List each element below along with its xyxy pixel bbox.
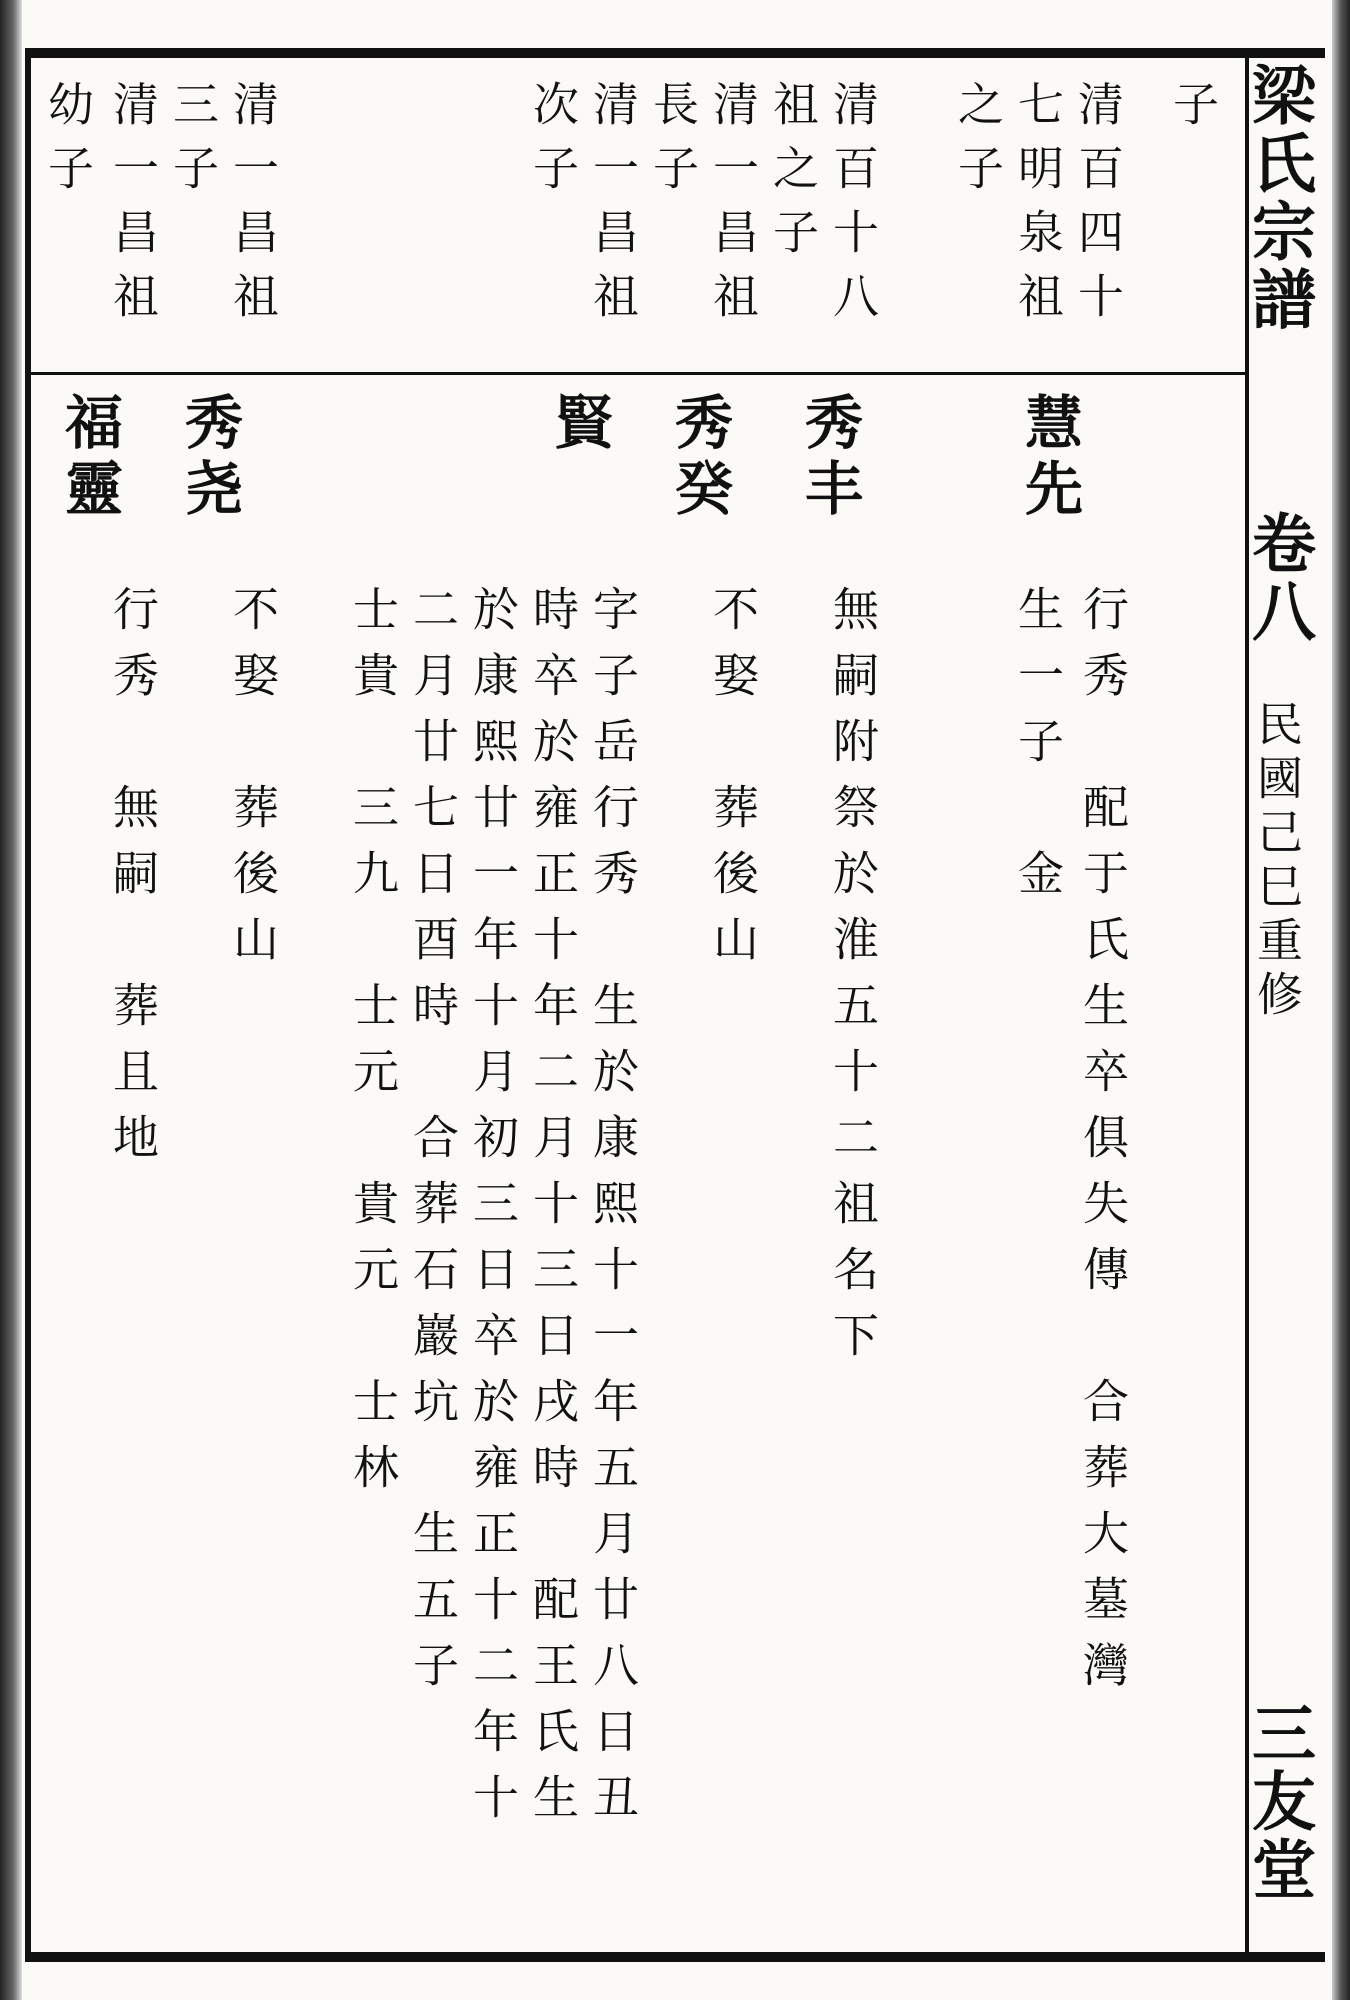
entry-line: 於康熙廿一年十月初三日卒於雍正十二年十 — [466, 585, 520, 1839]
margin-volume: 卷八 — [1241, 510, 1316, 646]
upper-text: 清一昌祖 — [706, 80, 760, 336]
entry-line: 不娶 葬後山 — [226, 585, 280, 981]
upper-text: 七明泉祖 — [1011, 80, 1065, 336]
upper-text: 次子 — [526, 80, 580, 208]
margin-title: 梁氏宗譜 — [1241, 62, 1316, 334]
entry-line: 行秀 配于氏生卒俱失傳 合葬大墓灣 — [1076, 585, 1130, 1707]
entry-line: 時卒於雍正十年二月十三日戌時 配王氏生 — [526, 585, 580, 1839]
upper-text: 清一昌祖 — [586, 80, 640, 336]
upper-text: 祖之子 — [766, 80, 820, 272]
scan-edge-right — [1332, 0, 1350, 2000]
entry-name: 慧先 — [1015, 392, 1083, 524]
scan-edge-left — [0, 0, 22, 2000]
entry-line: 士貴 三九 士元 貴元 士林 — [346, 585, 400, 1509]
entry-line: 不娶 葬後山 — [706, 585, 760, 981]
upper-text: 幼子 — [41, 80, 95, 208]
entry-name: 秀丰 — [795, 392, 863, 524]
entry-name: 秀癸 — [665, 392, 733, 524]
entry-name: 賢 — [545, 392, 613, 458]
upper-text: 清一昌祖 — [226, 80, 280, 336]
upper-text: 清百四十 — [1071, 80, 1125, 336]
entry-name: 福靈 — [55, 392, 123, 524]
entry-line: 二月廿七日酉時 合葬石巖坑 生五子 — [406, 585, 460, 1707]
entry-name: 秀尧 — [175, 392, 243, 524]
entry-line: 生一子 金 — [1011, 585, 1065, 915]
register-divider — [25, 372, 1245, 375]
upper-text: 之子 — [951, 80, 1005, 208]
upper-text: 清一昌祖 — [106, 80, 160, 336]
upper-text: 子 — [1166, 80, 1220, 144]
margin-edition: 民國己巳重修 — [1250, 700, 1304, 1024]
upper-text: 長子 — [646, 80, 700, 208]
entry-line: 行秀 無嗣 葬且地 — [106, 585, 160, 1179]
bottom-border — [25, 1952, 1325, 1962]
entry-line: 字子岳行秀 生於康熙十一年五月廿八日丑 — [586, 585, 640, 1839]
margin-divider — [1245, 48, 1249, 1962]
margin-hall: 三友堂 — [1241, 1700, 1316, 1904]
left-border — [25, 48, 31, 1962]
upper-text: 清百十八 — [826, 80, 880, 336]
top-border — [25, 48, 1325, 58]
entry-line: 無嗣附祭於淮五十二祖名下 — [826, 585, 880, 1377]
upper-text: 三子 — [166, 80, 220, 208]
